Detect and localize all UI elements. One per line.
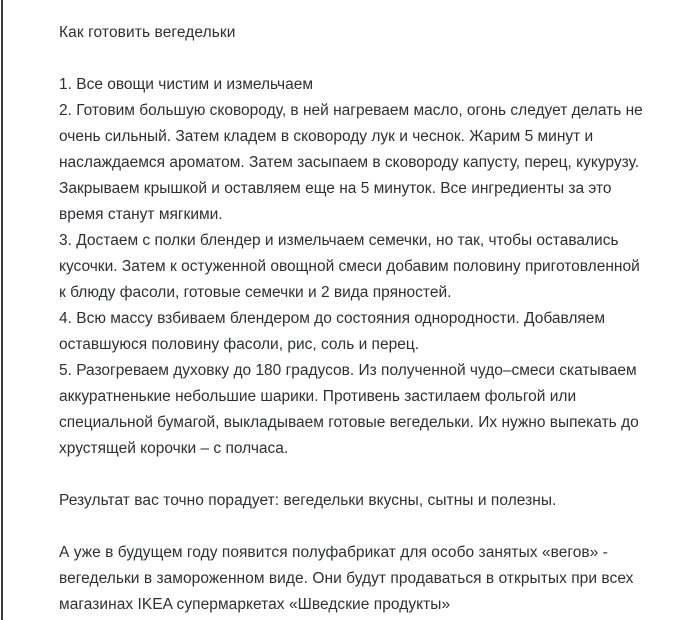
recipe-step: 2. Готовим большую сковороду, в ней нагреваем масло, огонь следует делать не очень сильный. Затем кладем в сковороду лук и чеснок. Жарим 5 минут и наслаждаемся ароматом. Затем засыпаем в сковороду капусту, перец, кукурузу. Закрываем крышкой и оставляем еще на 5 минуток. Все ингредиенты за это время станут мягкими.: [59, 102, 643, 223]
left-edge-rule: [1, 0, 3, 620]
recipe-step: 4. Всю массу взбиваем блендером до состояния однородности. Добавляем оставшуюся половину фасоли, рис, соль и перец.: [59, 310, 606, 353]
page-title: Как готовить вегедельки: [59, 24, 236, 41]
recipe-step: 3. Достаем с полки блендер и измельчаем семечки, но так, чтобы оставались кусочки. Затем к остуженной овощной смеси добавим половину приготовленной к блюду фасоли, готовые семечки и 2 вида пряностей.: [59, 232, 640, 301]
future-availability-paragraph: А уже в будущем году появится полуфабрикат для особо занятых «вегов» - вегедельки в замороженном виде. Они будут продаваться в открытых при всех магазинах IKEA супермаркетах «Шведские продукты»: [59, 544, 634, 613]
article-body: [59, 0, 644, 620]
recipe-steps-list: [59, 72, 644, 462]
recipe-step: 5. Разогреваем духовку до 180 градусов. Из полученной чудо–смеси скатываем аккуратненькие небольшие шарики. Противень застилаем фольгой или специальной бумагой, выкладываем готовые вегедельки. Их нужно выпекать до хрустящей корочки – с полчаса.: [59, 362, 639, 457]
recipe-step: 1. Все овощи чистим и измельчаем: [59, 76, 314, 93]
result-paragraph: Результат вас точно порадует: вегедельки вкусны, сытны и полезны.: [59, 492, 557, 509]
